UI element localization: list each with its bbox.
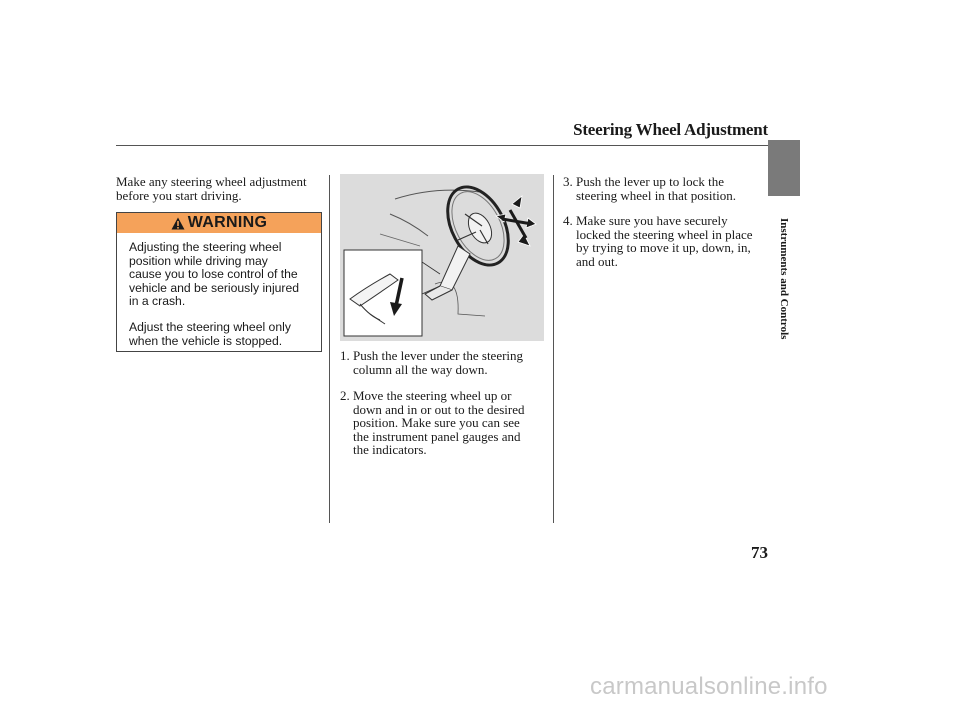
warning-triangle-icon (171, 217, 185, 230)
warning-line: Adjusting the steering wheel (129, 240, 282, 254)
watermark: carmanualsonline.info (590, 673, 828, 700)
warning-line: vehicle and be seriously injured (129, 280, 300, 295)
step-line: steering wheel in that position. (576, 187, 736, 203)
step-number: 2. (340, 388, 350, 403)
warning-box (116, 212, 322, 352)
steering-wheel-diagram (340, 174, 544, 341)
warning-line: Adjust the steering wheel only (129, 320, 291, 334)
step-text (576, 214, 753, 268)
step-line: position. Make sure you can see (353, 415, 520, 430)
intro-text (116, 175, 307, 202)
warning-paragraph (129, 321, 317, 348)
section-label: Instruments and Controls (778, 218, 790, 340)
step-text (353, 389, 525, 457)
step-line: Push the lever under the steering (353, 348, 524, 363)
warning-paragraph (129, 241, 317, 309)
warning-label: WARNING (187, 214, 268, 231)
step-line: the indicators. (353, 442, 427, 457)
step-line: by trying to move it up, down, in, (576, 240, 751, 255)
step-number: 1. (340, 348, 350, 363)
column-divider-left (329, 175, 330, 523)
step-number: 4. (563, 213, 573, 228)
warning-header (117, 213, 321, 233)
step-line: the instrument panel gauges and (353, 428, 521, 444)
step-line: and out. (576, 253, 618, 269)
step-text (353, 349, 523, 376)
warning-line: in a crash. (129, 294, 186, 308)
intro-line: before you start driving. (116, 187, 242, 203)
step-number: 3. (563, 174, 573, 189)
step-text (576, 175, 736, 202)
step-line: Make sure you have securely (576, 213, 728, 228)
page-title: Steering Wheel Adjustment (573, 120, 768, 139)
step-line: Move the steering wheel up or (353, 388, 512, 403)
step-line: locked the steering wheel in place (576, 226, 753, 242)
step-line: column all the way down. (353, 361, 488, 377)
warning-line: position while driving may (129, 253, 268, 268)
title-divider (116, 145, 768, 146)
steering-wheel-illustration (340, 174, 544, 341)
column-divider-right (553, 175, 554, 523)
intro-line: Make any steering wheel adjustment (116, 174, 307, 189)
step-line: down and in or out to the desired (353, 401, 525, 417)
warning-line: cause you to lose control of the (129, 267, 298, 281)
page-number: 73 (751, 543, 768, 562)
step-line: Push the lever up to lock the (576, 174, 725, 189)
warning-line: when the vehicle is stopped. (129, 333, 283, 348)
section-tab (768, 140, 800, 196)
